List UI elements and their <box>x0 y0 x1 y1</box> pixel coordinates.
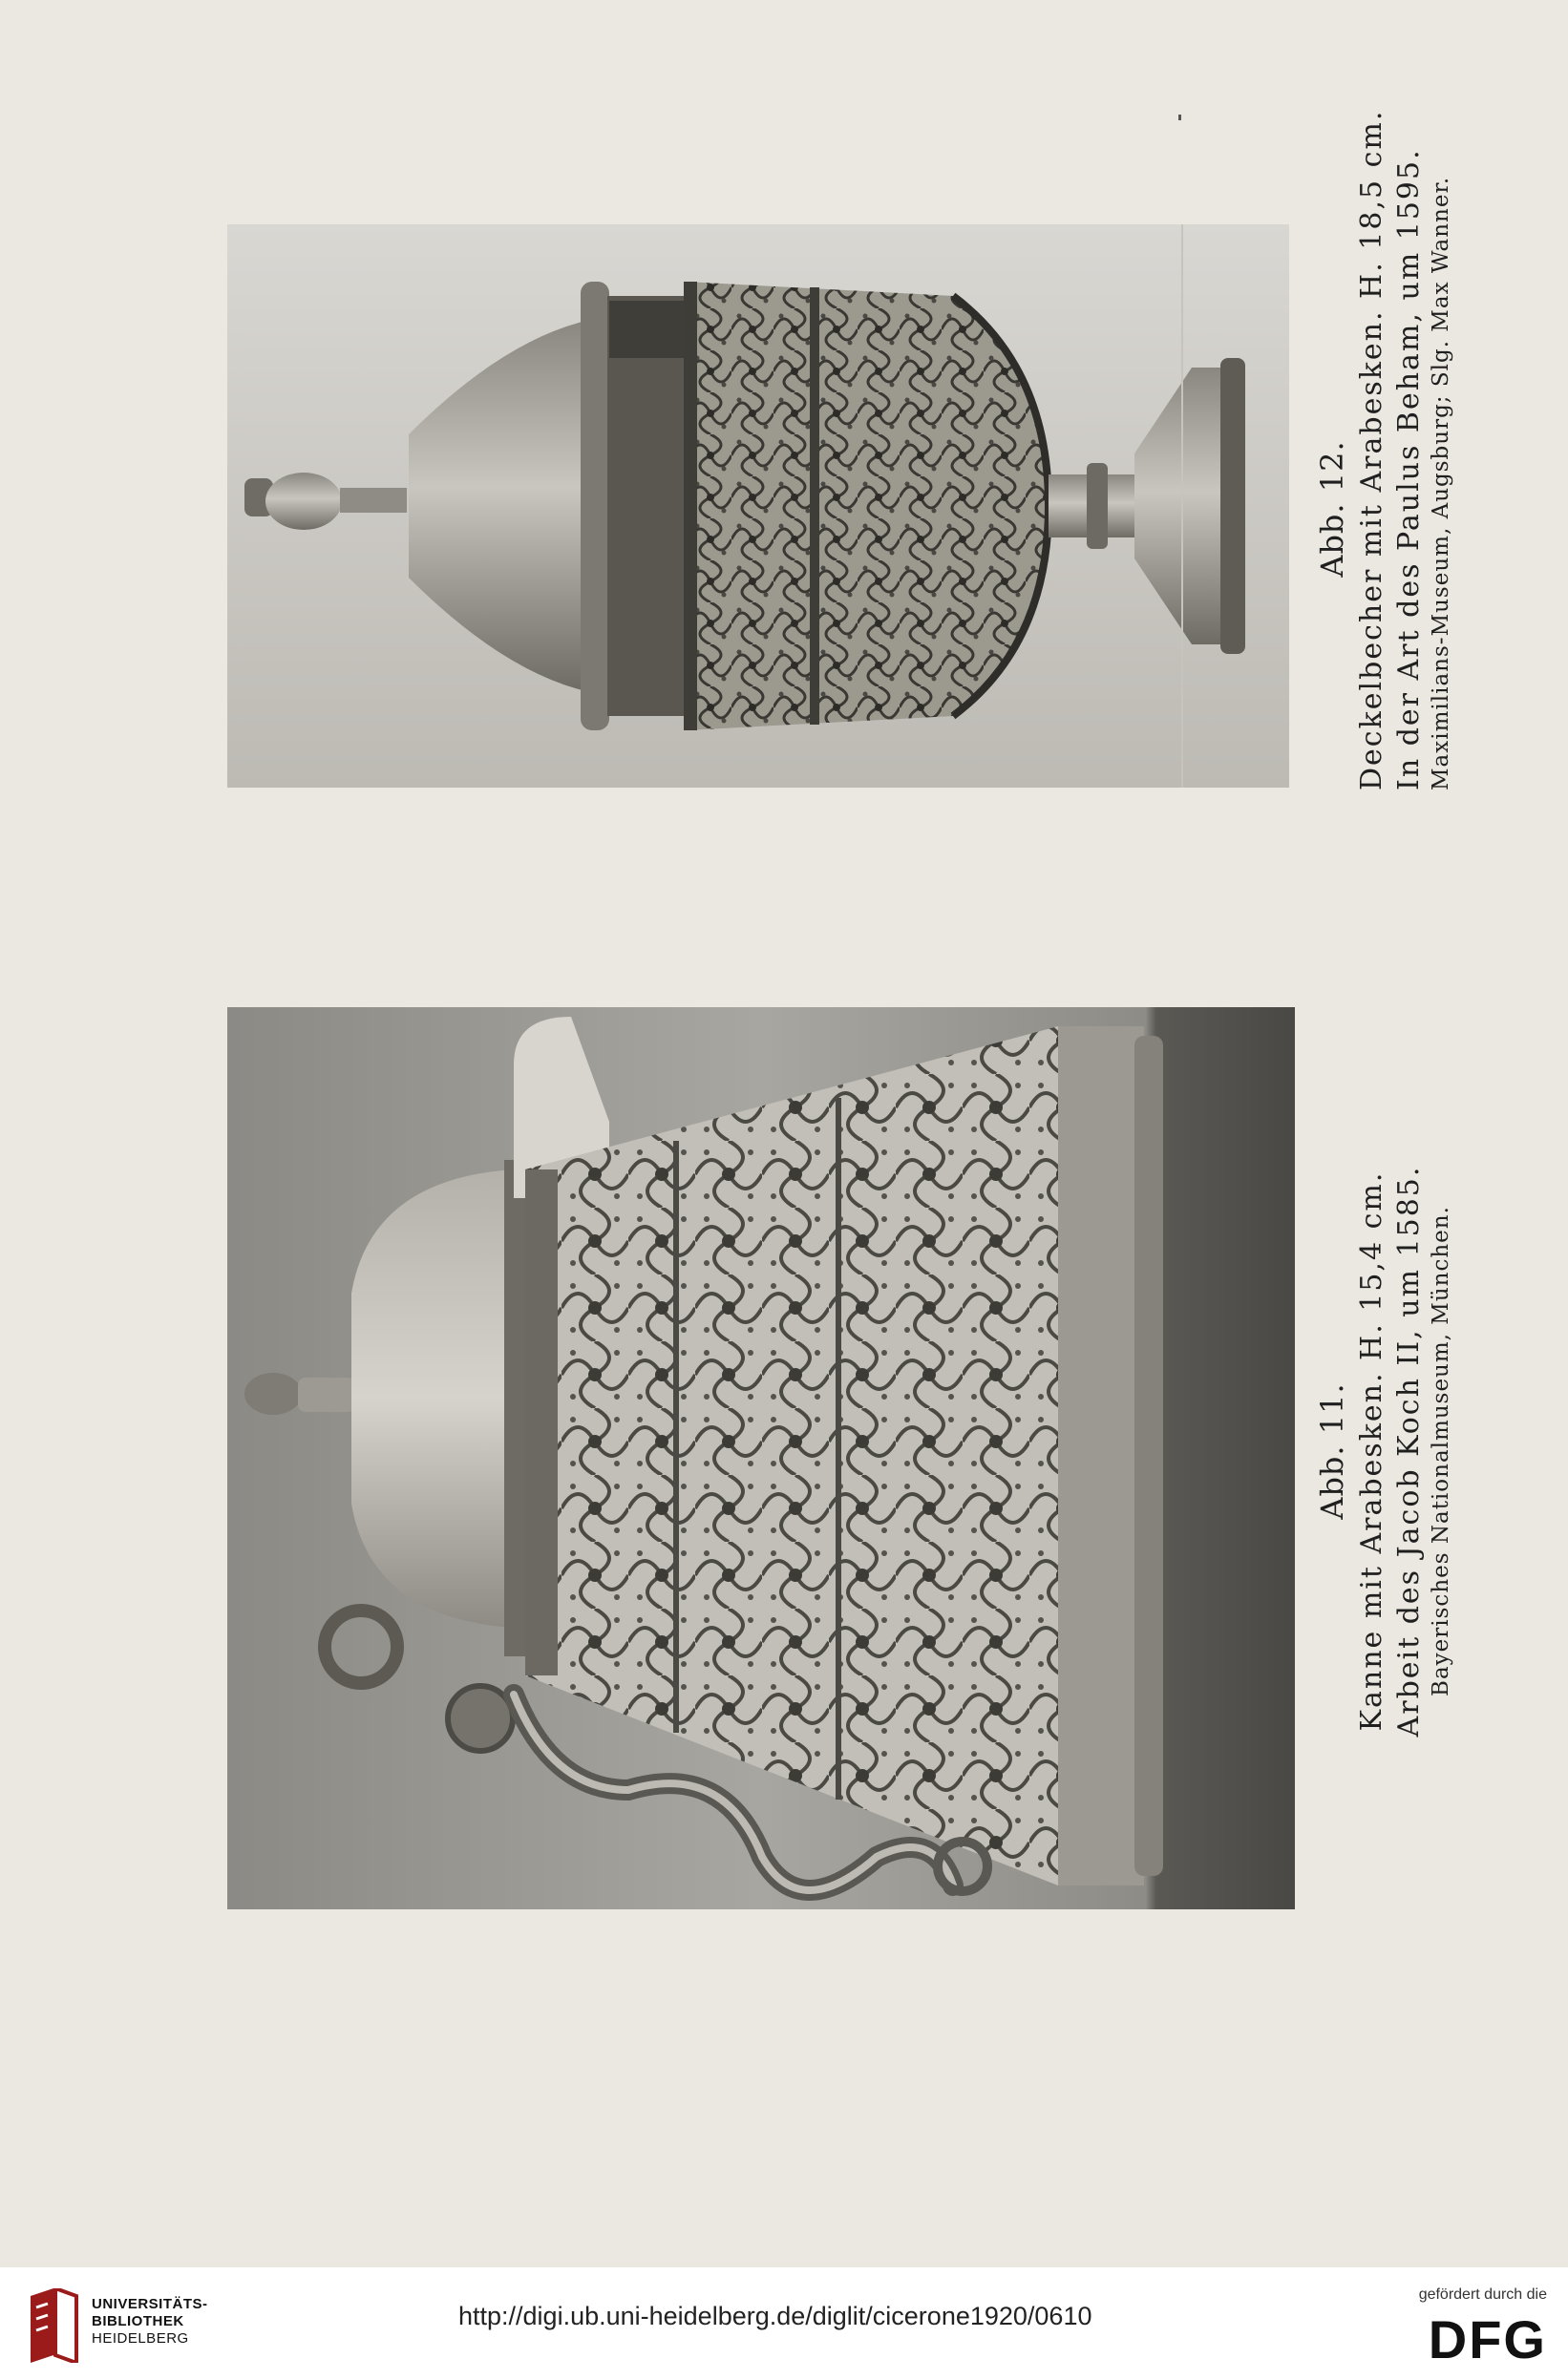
library-line-3: HEIDELBERG <box>92 2330 189 2347</box>
library-line-1: UNIVERSITÄTS- <box>92 2296 208 2312</box>
digitization-url-link[interactable]: http://digi.ub.uni-heidelberg.de/diglit/cicerone1920/0610 <box>458 2302 1092 2330</box>
caption-11-collection: Bayerisches Nationalmuseum, München. <box>1428 1206 1453 1696</box>
caption-12-collection: Maximilians-Museum, Augsburg; Slg. Max Wanner. <box>1428 176 1453 790</box>
photo-abb-11-jug <box>227 1007 1295 1909</box>
caption-11-figure-number: Abb. 11. <box>1314 1382 1350 1520</box>
caption-12-title: Deckelbecher mit Arabesken. H. 18,5 cm. <box>1354 109 1388 790</box>
caption-12-figure-number: Abb. 12. <box>1314 440 1350 578</box>
caption-abb-12 <box>1313 109 1455 790</box>
caption-12-attribution: In der Art des Paulus Beham, um 1595. <box>1391 148 1426 790</box>
caption-11-attribution: Arbeit des Jacob Koch II, um 1585. <box>1391 1165 1426 1738</box>
caption-11-title: Kanne mit Arabesken. H. 15,4 cm. <box>1354 1170 1388 1732</box>
university-library-logo-icon <box>27 2288 80 2363</box>
digitization-footer <box>0 2267 1568 2380</box>
page-speck <box>1178 115 1181 120</box>
caption-abb-11 <box>1313 1165 1455 1738</box>
university-library-name <box>92 2296 208 2348</box>
dfg-logo: DFG <box>1428 2309 1547 2369</box>
library-line-2: BIBLIOTHEK <box>92 2313 184 2329</box>
funding-label: gefördert durch die <box>1418 2286 1547 2303</box>
photo-abb-12-covered-cup <box>227 224 1289 788</box>
